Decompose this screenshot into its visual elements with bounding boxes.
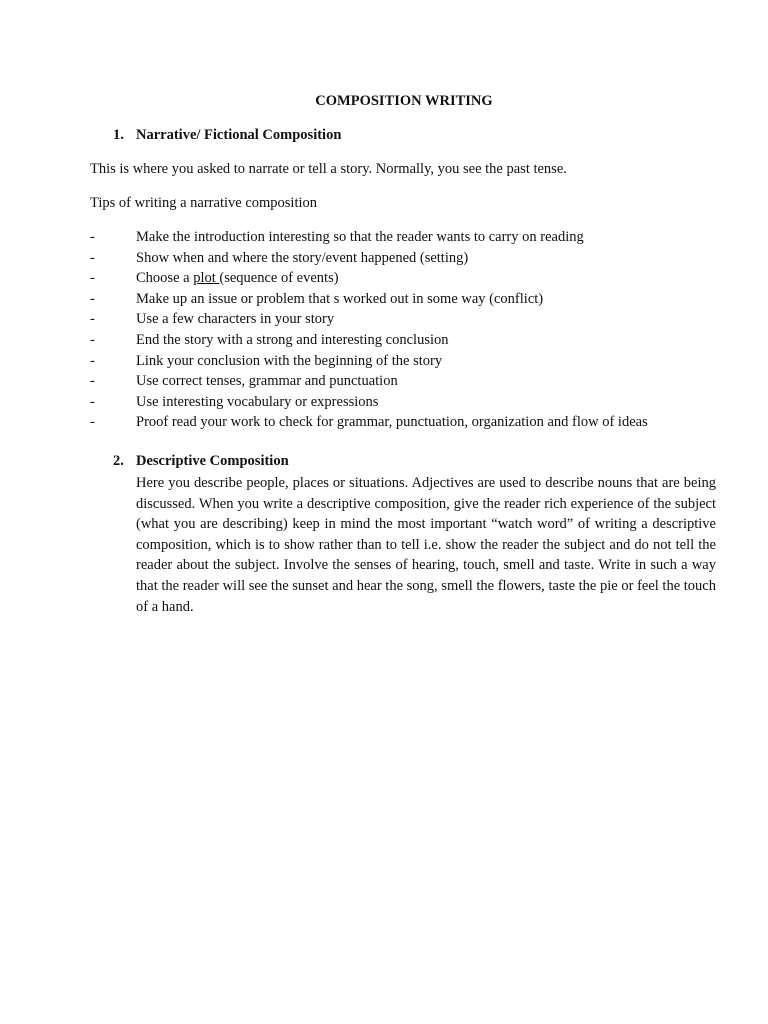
bullet-text (136, 268, 339, 289)
bullet-marker: - (90, 393, 95, 410)
bullet-marker: - (90, 290, 95, 307)
bullet-text: End the story with a strong and interesting conclusion (136, 331, 449, 348)
bullet-text: Show when and where the story/event happened (setting) (136, 249, 469, 266)
tips-heading: Tips of writing a narrative composition (90, 195, 318, 211)
bullet-marker: - (90, 373, 95, 390)
descriptive-body: Here you describe people, places or situations. Adjectives are used to describe nouns that are being discussed. When you write a descriptive composition, give the reader rich experience of the subject (what you are describing) keep in mind the most important “watch word” of writing a descriptive composition, which is to show rather than to tell i.e. show the reader the subject and do not tell the reader about the subject. Involve the senses of hearing, touch, smell and taste. Write in such a way that the reader will see the sunset and hear the song, smell the flowers, taste the pie or feel the touch of a hand. (136, 475, 716, 615)
bullet-marker: - (90, 352, 95, 369)
section-2-title: Descriptive Composition (136, 453, 289, 469)
narrative-intro: This is where you asked to narrate or tell a story. Normally, you see the past tense. (90, 161, 567, 177)
section-2-number: 2. (113, 453, 124, 469)
bullet-text-before: Choose a (136, 270, 194, 287)
section-1-title: Narrative/ Fictional Composition (136, 127, 342, 143)
bullet-text: Use correct tenses, grammar and punctuation (136, 373, 398, 390)
bullet-text: Make the introduction interesting so that the reader wants to carry on reading (136, 229, 584, 245)
bullet-text: Use a few characters in your story (136, 311, 335, 328)
bullet-text: Make up an issue or problem that s worked out in some way (conflict) (136, 290, 544, 307)
plot-underlined-term: plot (193, 270, 220, 287)
bullet-marker: - (90, 311, 95, 328)
bullet-text: Use interesting vocabulary or expressions (136, 393, 379, 410)
bullet-text: Link your conclusion with the beginning of the story (136, 352, 443, 369)
bullet-text: Proof read your work to check for grammar, punctuation, organization and flow of ideas (136, 414, 648, 431)
document-title: COMPOSITION WRITING (315, 93, 493, 109)
section-1-number: 1. (113, 127, 124, 143)
bullet-marker: - (90, 331, 95, 348)
bullet-marker: - (90, 414, 95, 431)
bullet-text-after: (sequence of events) (219, 270, 339, 287)
bullet-marker: - (90, 249, 95, 266)
bullet-marker: - (90, 229, 95, 245)
bullet-marker: - (90, 270, 95, 287)
